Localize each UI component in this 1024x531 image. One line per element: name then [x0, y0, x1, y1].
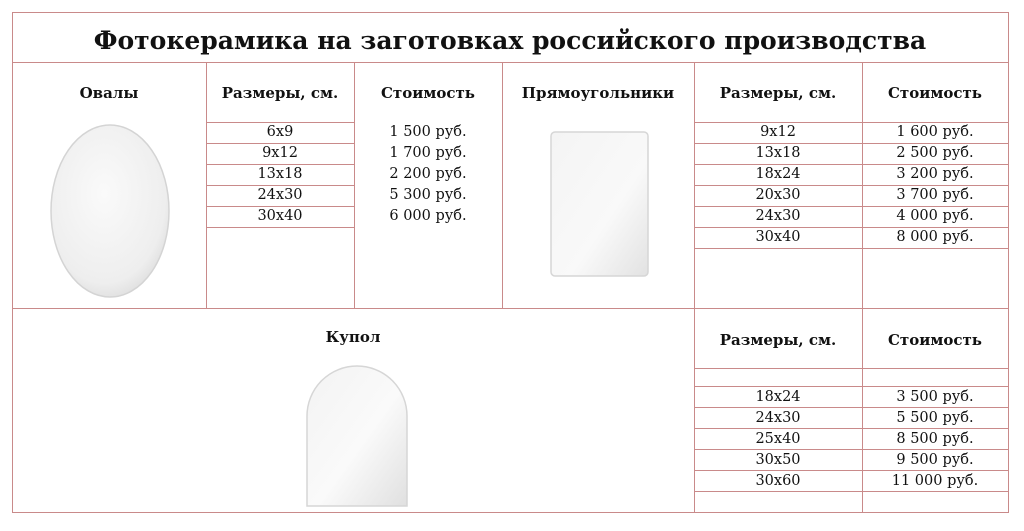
dome-price-cell: 5 500 руб. [896, 410, 974, 426]
dome-size-cell: 30x50 [755, 452, 801, 468]
dome-blank-image [297, 356, 417, 516]
rect-row-line [694, 122, 1008, 123]
dome-row-line [694, 368, 1008, 369]
page-title: Фотокерамика на заготовках российского производства [93, 26, 927, 55]
rect-size-cell: 20x30 [755, 187, 801, 203]
dome-row-line [694, 449, 1008, 450]
ovals-row-line [206, 206, 354, 207]
ovals-size-cell: 13x18 [257, 166, 303, 182]
dome-row-line [694, 470, 1008, 471]
ovals-price-cell: 5 300 руб. [389, 187, 467, 203]
rect-price-cell: 2 500 руб. [896, 145, 974, 161]
rect-price-cell: 1 600 руб. [896, 124, 974, 140]
dome-price-header: Стоимость [887, 331, 982, 349]
ovals-price-cell: 1 500 руб. [389, 124, 467, 140]
dome-price-cell: 9 500 руб. [896, 452, 974, 468]
ovals-size-cell: 9x12 [262, 145, 298, 161]
rect-size-cell: 30x40 [755, 229, 801, 245]
rect-sizes-header: Размеры, см. [719, 84, 837, 102]
rect-row-line [694, 227, 1008, 228]
dome-label: Купол [325, 328, 381, 346]
rect-size-cell: 13x18 [755, 145, 801, 161]
ovals-row-line [206, 164, 354, 165]
ovals-row-line [206, 122, 354, 123]
table-border-title-bottom [12, 62, 1009, 63]
ovals-price-cell: 1 700 руб. [389, 145, 467, 161]
ovals-price-cell: 6 000 руб. [389, 208, 467, 224]
rectangles-label: Прямоугольники [521, 84, 675, 102]
rect-price-cell: 3 200 руб. [896, 166, 974, 182]
rectangle-blank-image [545, 128, 655, 280]
dome-price-cell: 3 500 руб. [896, 389, 974, 405]
rect-row-line [694, 185, 1008, 186]
table-border-middle [12, 308, 1009, 309]
dome-row-line [694, 386, 1008, 387]
rect-price-cell: 8 000 руб. [896, 229, 974, 245]
rect-row-line [694, 164, 1008, 165]
ovals-price-cell: 2 200 руб. [389, 166, 467, 182]
dome-price-cell: 11 000 руб. [891, 473, 979, 489]
table-border-right [1008, 12, 1009, 513]
dome-size-cell: 30x60 [755, 473, 801, 489]
rect-row-line [694, 248, 1008, 249]
ovals-size-cell: 30x40 [257, 208, 303, 224]
ovals-row-line [206, 227, 354, 228]
rect-price-cell: 4 000 руб. [896, 208, 974, 224]
ovals-sizes-header: Размеры, см. [221, 84, 339, 102]
ovals-price-header: Стоимость [380, 84, 475, 102]
rect-row-line [694, 143, 1008, 144]
dome-size-cell: 18x24 [755, 389, 801, 405]
oval-blank-image [40, 118, 180, 308]
dome-sizes-header: Размеры, см. [719, 331, 837, 349]
rect-size-cell: 18x24 [755, 166, 801, 182]
rect-price-header: Стоимость [887, 84, 982, 102]
rect-size-cell: 9x12 [760, 124, 796, 140]
ovals-size-cell: 6x9 [266, 124, 294, 140]
dome-row-line [694, 491, 1008, 492]
rect-row-line [694, 206, 1008, 207]
rect-size-cell: 24x30 [755, 208, 801, 224]
rect-price-cell: 3 700 руб. [896, 187, 974, 203]
ovals-size-cell: 24x30 [257, 187, 303, 203]
dome-row-line [694, 428, 1008, 429]
table-border-top [12, 12, 1009, 13]
dome-row-line [694, 407, 1008, 408]
ovals-row-line [206, 185, 354, 186]
ovals-row-line [206, 143, 354, 144]
dome-size-cell: 25x40 [755, 431, 801, 447]
dome-size-cell: 24x30 [755, 410, 801, 426]
dome-price-cell: 8 500 руб. [896, 431, 974, 447]
table-border-bottom [12, 512, 1009, 513]
ovals-label: Овалы [79, 84, 139, 102]
